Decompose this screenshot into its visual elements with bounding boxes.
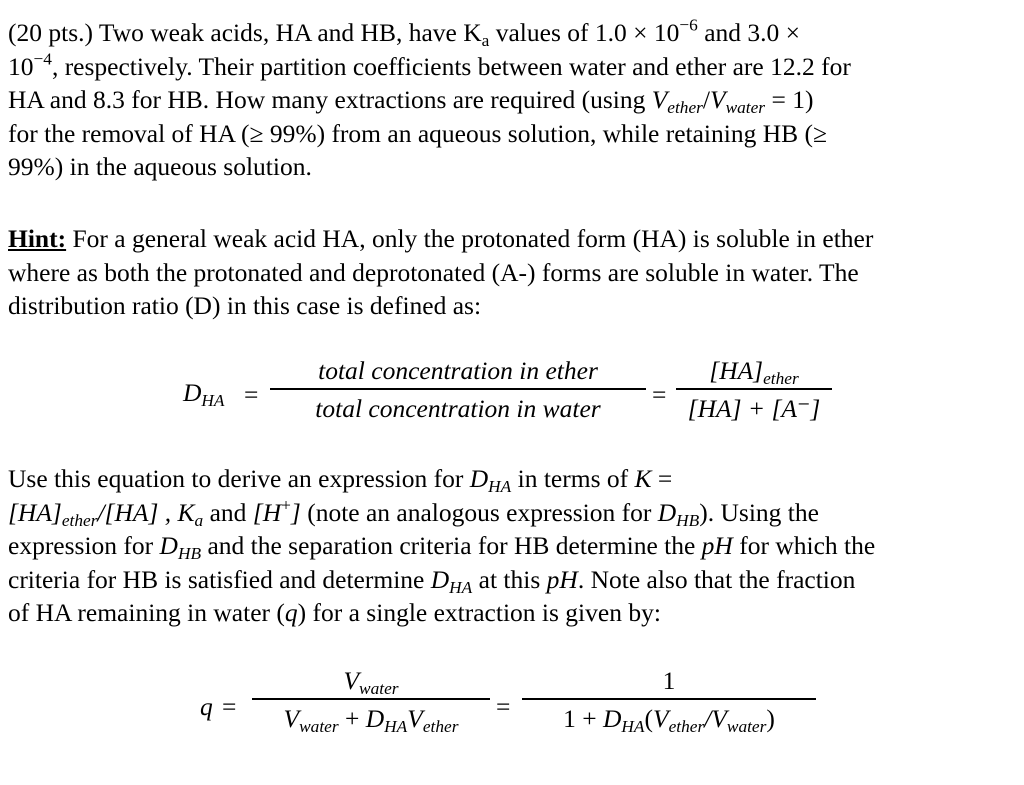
problem-line-3: HA and 8.3 for HB. How many extractions are required (using $V_{ether}/V_{water} = 1$) [8, 85, 814, 117]
eq2-denominator-volumes: $V_{water} + D_{HA}V_{ether}$ [283, 703, 459, 736]
hint-line-2: where as both the protonated and deprotonated (A-) forms are soluble in water. The [8, 257, 859, 287]
eq2-denominator-ratio: $1 + D_{HA}(V_{ether}/V_{water})$ [563, 703, 775, 736]
eq2-equals: = [222, 692, 237, 721]
eq2-numerator-vwater: $V_{water}$ [343, 666, 399, 698]
eq1-lhs: $D_{HA}$ [183, 378, 225, 410]
eq2-fraction-bar-2 [522, 698, 816, 700]
derive-line-2: $[HA]_{ether}/[HA]$ , $K_a$ and [H+] (note an analogous expression for $D_{HB}$). Using the [8, 494, 819, 530]
hint-line-3: distribution ratio (D) in this case is defined as: [8, 291, 482, 320]
problem-line-5: 99%) in the aqueous solution. [8, 152, 312, 181]
eq1-equals: = [244, 380, 259, 409]
eq1-denominator-ha-a: [HA] + [A⁻] [687, 393, 821, 423]
eq1-equals-2: = [652, 380, 667, 409]
problem-line-1: (20 pts.) Two weak acids, HA and HB, have $K_a$ values of $1.0 \times 10^{-6}$ and 3.0 × [8, 15, 801, 50]
problem-line-2: $10^{-4}$, respectively. Their partition coefficients between water and ether are 12.2 for [8, 48, 851, 81]
derive-line-3: expression for $D_{HB}$ and the separation criteria for HB determine the pH for which the [8, 531, 876, 563]
hint-label: Hint: [8, 224, 67, 253]
eq2-fraction-volumes [252, 666, 490, 734]
eq2-equals-2: = [496, 692, 511, 721]
eq1-numerator-ha-ether: $[HA]_{ether}$ [709, 356, 799, 388]
eq2-numerator-one: 1 [662, 666, 676, 695]
derive-line-4: criteria for HB is satisfied and determine $D_{HA}$ at this pH. Note also that the fraction [8, 564, 856, 597]
derive-line-1: Use this equation to derive an expression for $D_{HA}$ in terms of K = [8, 464, 673, 496]
problem-line-4: for the removal of HA (≥ 99%) from an aqueous solution, while retaining HB (≥ [8, 118, 828, 148]
eq1-denominator-water: total concentration in water [315, 393, 601, 423]
eq2-lhs: q [200, 692, 213, 721]
eq2-fraction-bar-1 [252, 698, 490, 700]
eq1-numerator-ether: total concentration in ether [318, 356, 598, 385]
eq2-fraction-ratio [522, 666, 816, 734]
derive-line-5: of HA remaining in water (q) for a single extraction is given by: [8, 598, 661, 627]
hint-line-1: Hint: For a general weak acid HA, only the protonated form (HA) is soluble in ether [8, 224, 874, 253]
